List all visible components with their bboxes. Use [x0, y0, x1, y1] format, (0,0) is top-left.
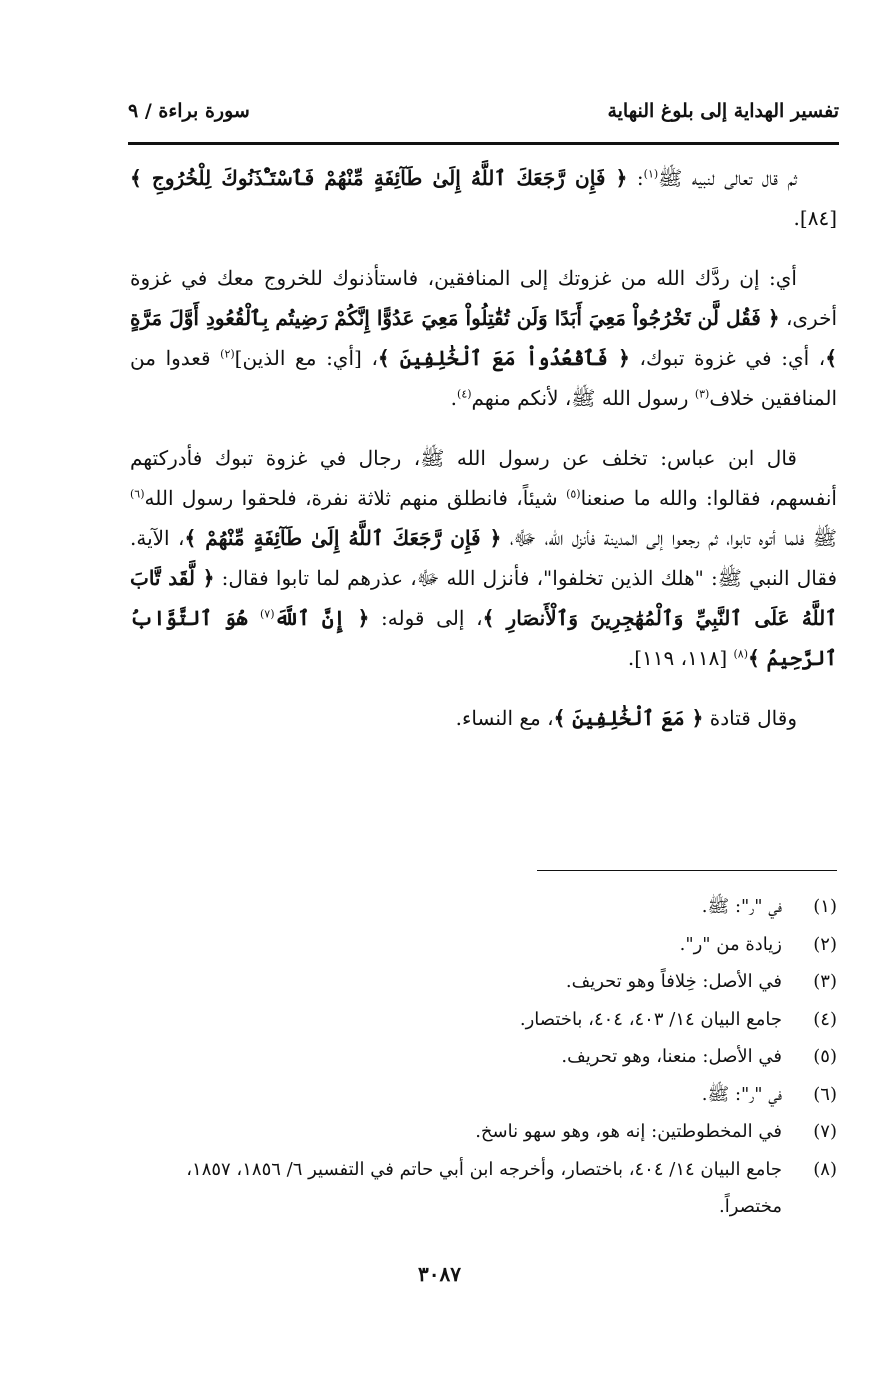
text-span: . [450, 386, 458, 410]
text-span: وقال قتادة [703, 706, 797, 730]
text-span: قعدوا من المنافقين خلاف [130, 346, 837, 410]
quran-verse: ﴿ فَإِن رَّجَعَكَ ٱللَّهُ إِلَىٰ طَآئِفَةٍ مِّنْهُمْ ﴾ [184, 526, 502, 550]
running-header [128, 100, 839, 140]
footnote-ref: (٣) [694, 387, 710, 401]
footnote-text: في المخطوطتين: إنه هو، وهو سهو ناسخ. [475, 1121, 782, 1142]
footnote [130, 1113, 837, 1151]
footnote-number: (١) [813, 896, 837, 917]
text-span: شيئاً، فانطلق منهم ثلاثة نفرة، فلحقوا رسول الله [144, 486, 567, 510]
footnote-text: في الأصل: خِلافاً وهو تحريف. [565, 971, 782, 992]
footnote-number: (٢) [813, 933, 837, 955]
footnotes [130, 888, 837, 1226]
footnote-ref: (١) [643, 167, 659, 181]
footnote-number: (٤) [813, 1008, 837, 1030]
footnote [130, 1151, 837, 1226]
verse-ref: [٨٤]. [793, 206, 837, 230]
quran-verse: ﴿ مَعَ ٱلْخَٰلِفِينَ ﴾ [553, 706, 704, 730]
main-text [130, 158, 837, 758]
footnote-separator [537, 870, 837, 871]
book-title: تفسير الهداية إلى بلوغ النهاية [607, 100, 839, 122]
footnote-text: جامع البيان ١٤/ ٤٠٤، باختصار، وأخرجه ابن أبي حاتم في التفسير ٦/ ١٨٥٦، ١٨٥٧، مختصراً. [186, 1158, 782, 1217]
footnote-number: (٥) [813, 1046, 837, 1067]
text-span: رسول الله ﷺ، لأنكم منهم [471, 386, 695, 410]
text-span: ، إلى قوله: [369, 606, 483, 630]
text-span: ﷺ فلما أتوه تابوا، ثم رجعوا إلى المدينة فأنزل الله، ﷻ، [501, 526, 838, 550]
text-span: قال ابن عباس: تخلف عن رسول الله ﷺ، رجال في غزوة تبوك فأدركتهم أنفسهم، فقالوا: والله ما صنعنا [130, 446, 837, 510]
quran-verse: ﴿ لَّقَد تَّابَ ٱللَّهُ عَلَى ٱلنَّبِيِّ وَٱلْمُهَٰجِرِينَ وَٱلْأَنصَارِ ﴾ [130, 566, 837, 630]
footnote-text: في "ر": ﷺ. [701, 1083, 782, 1105]
footnote [130, 926, 837, 964]
quran-verse: ﴿ فَقُل لَّن تَخْرُجُواْ مَعِيَ أَبَدًا وَلَن تُقَٰتِلُواْ مَعِيَ عَدُوًّا إِنَّكُمْ رَضِيتُم بِٱلْقُعُودِ أَوَّلَ مَرَّةٍ ﴾ [130, 306, 837, 370]
footnote-text: زيادة من "ر". [679, 933, 782, 955]
text-span: : [627, 166, 644, 190]
text-span: ثم قال تعالى لنبيه ﷺ [658, 166, 797, 190]
paragraph-2 [130, 258, 837, 418]
footnote-ref: (٢) [220, 347, 235, 361]
text-span: ، الآية. فقال النبي ﷺ: "هلك الذين تخلفوا"، فأنزل الله ﷻ، عذرهم لما تابوا فقال: [130, 526, 838, 590]
footnote-number: (٨) [813, 1158, 837, 1180]
footnote [130, 1038, 837, 1076]
verse-ref: [١١٨، ١١٩]. [627, 646, 734, 670]
footnote-text: في الأصل: منعنا، وهو تحريف. [561, 1046, 782, 1067]
paragraph-4 [130, 698, 837, 738]
footnote [130, 1076, 837, 1114]
footnote-ref: (٤) [457, 387, 472, 401]
paragraph-1 [130, 158, 837, 238]
text-span: ، مع النساء. [455, 706, 554, 730]
header-rule [128, 142, 839, 145]
footnote [130, 888, 837, 926]
quran-verse: ﴿ فَإِن رَّجَعَكَ ٱللَّهُ إِلَىٰ طَآئِفَةٍ مِّنْهُمْ فَٱسْتَـْٔذَنُوكَ لِلْخُرُوجِ ﴾ [130, 166, 628, 190]
page-number: ٣٠٨٧ [418, 1262, 461, 1286]
footnote-number: (٧) [813, 1121, 837, 1142]
text-span: ، أي: في غزوة تبوك، [629, 346, 826, 370]
paragraph-3 [130, 438, 837, 678]
footnote-number: (٦) [813, 1083, 837, 1105]
footnote-number: (٣) [813, 971, 837, 992]
text-span: أي: إن ردَّك الله من غزوتك إلى المنافقين، فاستأذنوك للخروج معك في غزوة أخرى، [130, 266, 838, 330]
quran-verse: هُوَ ٱلتَّوَّابُ ٱلرَّحِيمُ ﴾ [130, 606, 837, 670]
footnote-ref: (٨) [733, 647, 748, 661]
footnote-text: في "ر": ﷺ. [701, 896, 782, 917]
footnote [130, 1001, 837, 1039]
quran-verse: ﴿ فَٱقْعُدُواْ مَعَ ٱلْخَٰلِفِينَ ﴾ [377, 346, 630, 370]
sura-label: سورة براءة / ٩ [128, 100, 250, 122]
footnote [130, 963, 837, 1001]
footnote-ref: (٥) [566, 487, 581, 501]
footnote-ref: (٦) [130, 487, 145, 501]
quran-verse: ﴿ إِنَّ ٱللَّهَ [274, 606, 370, 630]
footnote-text: جامع البيان ١٤/ ٤٠٣، ٤٠٤، باختصار. [519, 1008, 782, 1030]
text-span: ، [أي: مع الذين] [234, 346, 378, 370]
footnote-ref: (٧) [260, 607, 275, 621]
